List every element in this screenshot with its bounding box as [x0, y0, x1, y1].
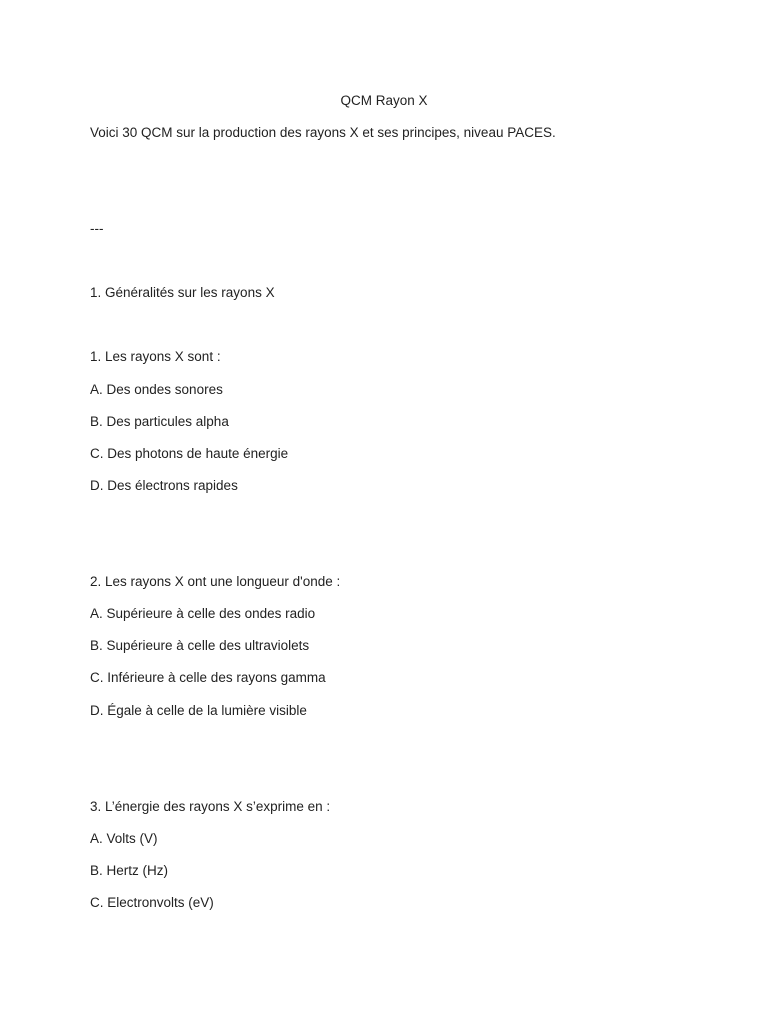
separator: --- — [90, 221, 104, 236]
question-3-option-a: A. Volts (V) — [90, 831, 158, 846]
intro-text: Voici 30 QCM sur la production des rayons X et ses principes, niveau PACES. — [90, 125, 556, 140]
question-2-option-c: C. Inférieure à celle des rayons gamma — [90, 670, 326, 685]
question-2: 2. Les rayons X ont une longueur d'onde : — [90, 574, 341, 589]
question-1-option-d: D. Des électrons rapides — [90, 478, 238, 493]
page-title: QCM Rayon X — [340, 93, 428, 108]
question-2-option-a: A. Supérieure à celle des ondes radio — [90, 606, 316, 621]
question-3-option-c: C. Electronvolts (eV) — [90, 895, 214, 910]
question-3-option-b: B. Hertz (Hz) — [90, 863, 169, 878]
question-2-option-d: D. Égale à celle de la lumière visible — [90, 703, 307, 718]
question-2-option-b: B. Supérieure à celle des ultraviolets — [90, 638, 310, 653]
question-1-option-c: C. Des photons de haute énergie — [90, 446, 289, 461]
question-1: 1. Les rayons X sont : — [90, 349, 221, 364]
question-1-option-b: B. Des particules alpha — [90, 414, 229, 429]
section-heading: 1. Généralités sur les rayons X — [90, 285, 275, 300]
question-3: 3. L’énergie des rayons X s’exprime en : — [90, 799, 331, 814]
question-1-option-a: A. Des ondes sonores — [90, 382, 223, 397]
